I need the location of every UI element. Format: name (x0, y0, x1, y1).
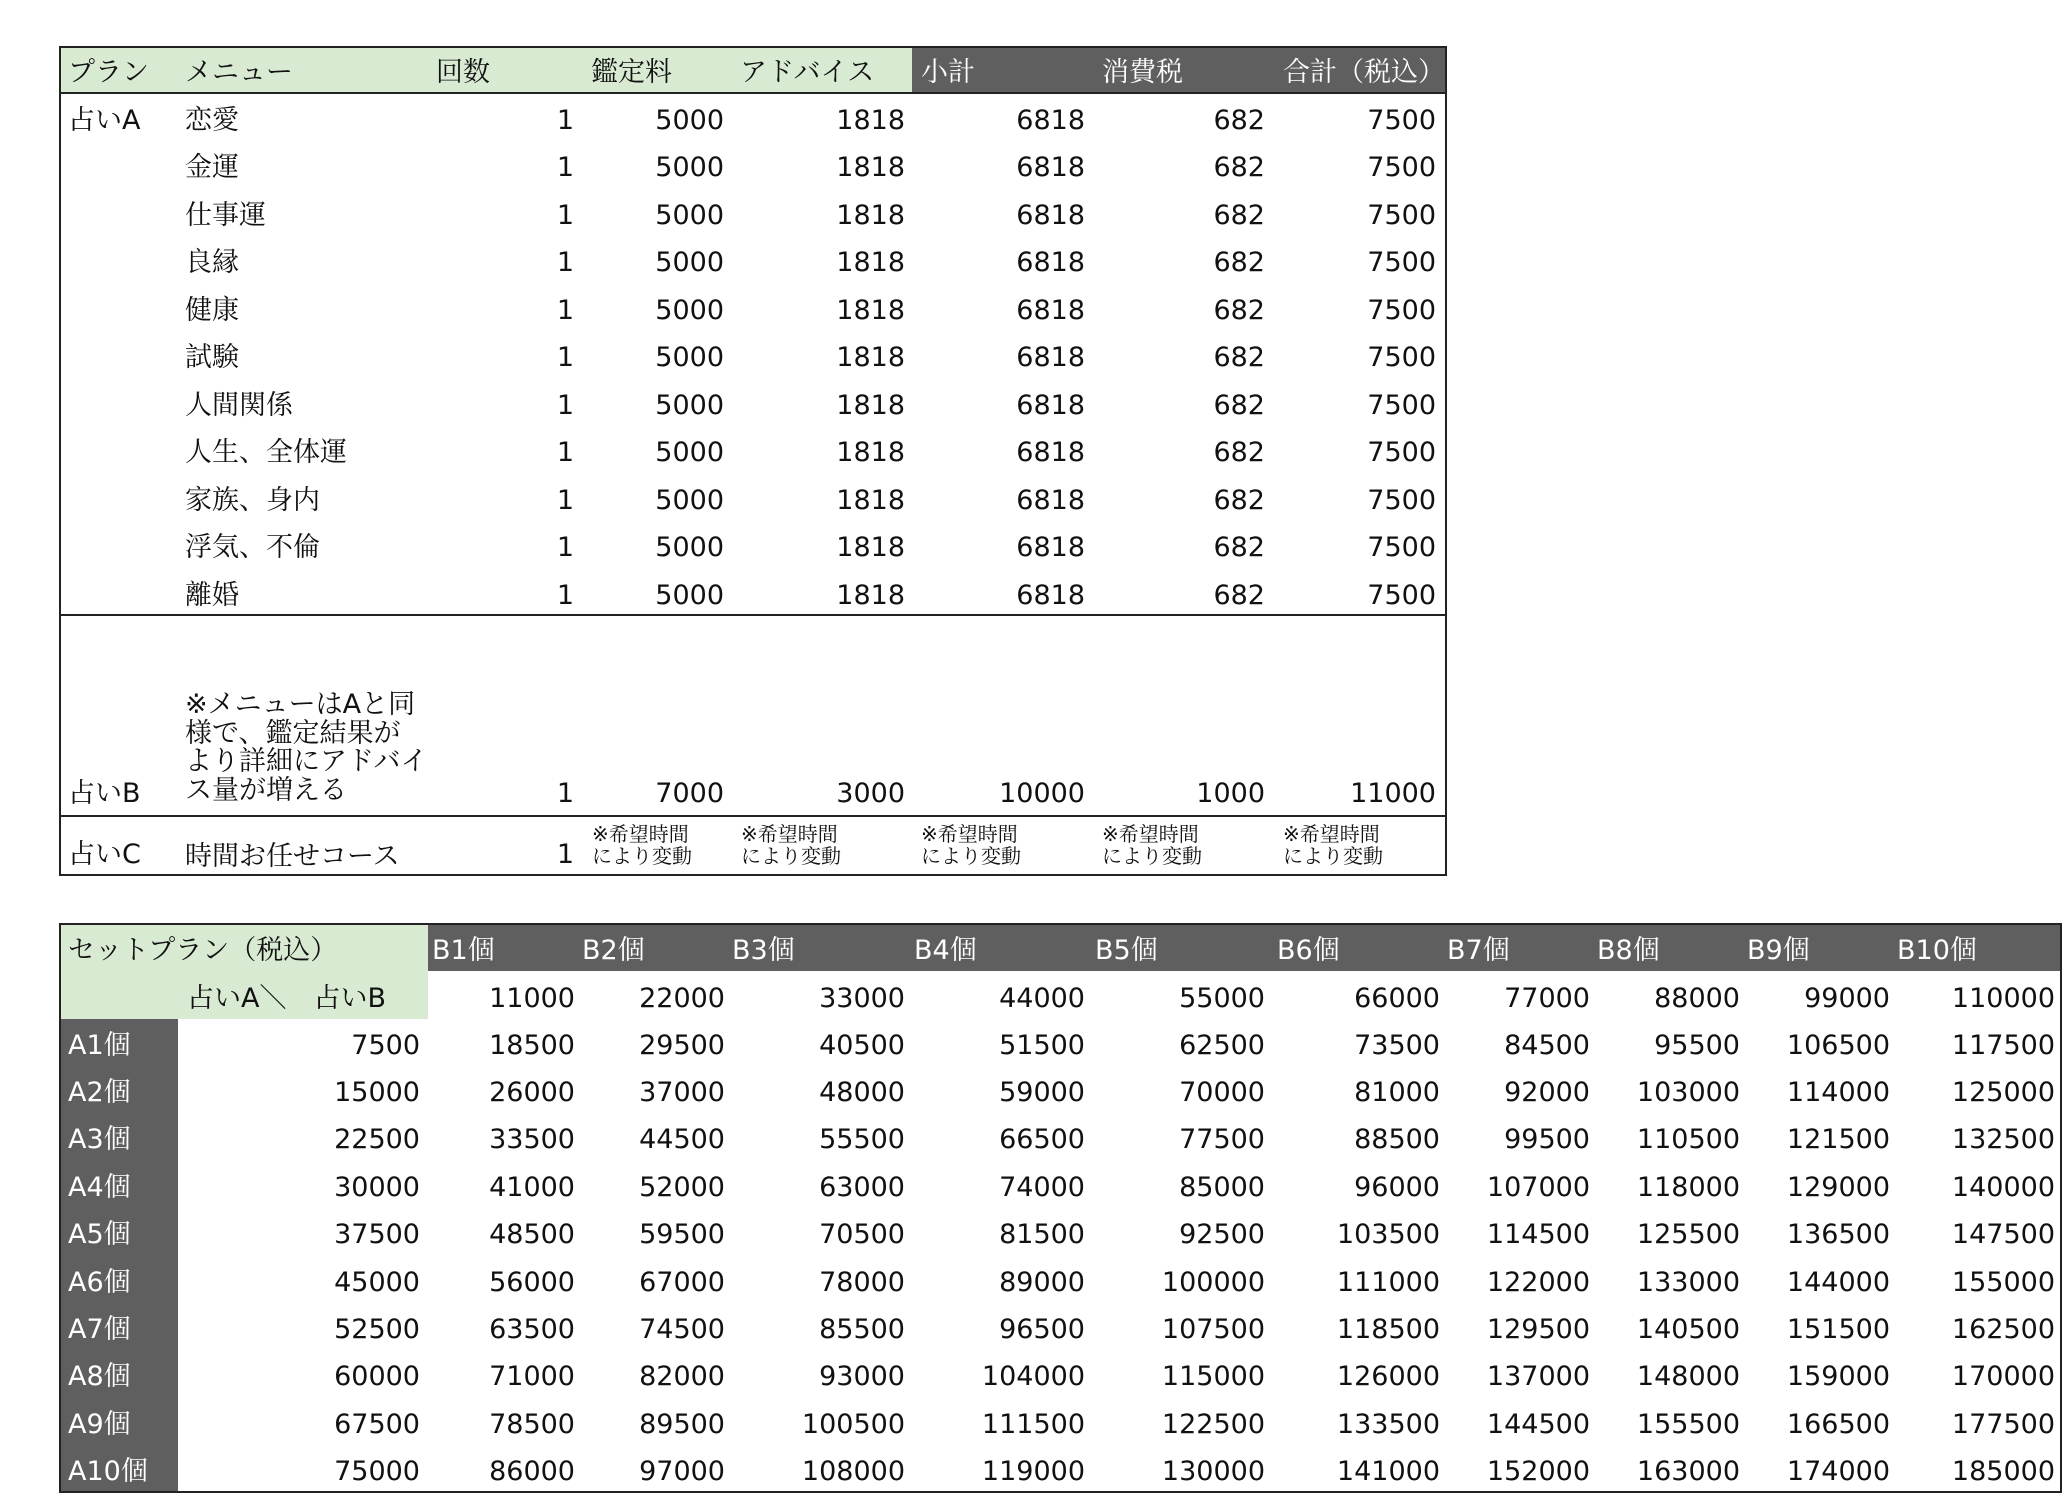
set-cell-value: 93000 (819, 1361, 905, 1393)
set-cell-value: 103500 (1336, 1219, 1440, 1251)
plan-b-bottom-border (59, 815, 1447, 817)
set-cell-value: 133500 (1336, 1408, 1440, 1440)
plan-table-top-border (59, 46, 1447, 48)
set-b-header: B1個 (432, 934, 495, 966)
set-table-left-border (59, 923, 61, 1493)
variable-note-line: ※希望時間 (592, 822, 689, 846)
set-cell-value: 67000 (639, 1266, 725, 1298)
set-cell-value: 97000 (639, 1456, 725, 1488)
plan-a-menu: 仕事運 (185, 199, 266, 231)
set-cell-value: 119000 (981, 1456, 1085, 1488)
set-cell-value: 151500 (1786, 1313, 1890, 1345)
plan-a-advice: 1818 (836, 199, 905, 231)
plan-b-note-line: ※メニューはAと同 (185, 689, 416, 720)
variable-note-line: ※希望時間 (1283, 822, 1380, 846)
set-cell-value: 18500 (489, 1029, 575, 1061)
set-cell-value: 96500 (999, 1313, 1085, 1345)
plan-a-subtotal: 6818 (1016, 532, 1085, 563)
header-count: 回数 (436, 56, 490, 88)
set-cell-value: 26000 (489, 1076, 575, 1108)
set-a-label: A7個 (68, 1313, 131, 1345)
set-b-price: 33000 (819, 982, 905, 1014)
set-cell-value: 33500 (489, 1124, 575, 1156)
plan-a-menu: 金運 (185, 152, 239, 183)
plan-table-right-border (1445, 46, 1447, 876)
plan-c-total-note (1283, 823, 1383, 868)
set-cell-value: 126000 (1336, 1361, 1440, 1393)
plan-a-fee: 5000 (655, 532, 724, 563)
plan-a-tax: 682 (1213, 152, 1265, 183)
plan-a-total: 7500 (1367, 342, 1436, 373)
plan-a-advice: 1818 (836, 484, 905, 516)
set-cell-value: 51500 (999, 1029, 1085, 1061)
set-cell-value: 177500 (1951, 1408, 2055, 1440)
plan-a-tax: 682 (1213, 437, 1265, 468)
set-cell-value: 89000 (999, 1266, 1085, 1298)
set-cell-value: 152000 (1486, 1456, 1590, 1488)
plan-a-count: 1 (556, 152, 574, 183)
set-cell-value: 59500 (639, 1219, 725, 1251)
plan-a-fee: 5000 (655, 199, 724, 231)
set-cell-value: 84500 (1504, 1029, 1590, 1061)
plan-a-tax: 682 (1213, 104, 1265, 136)
set-cell-value: 73500 (1354, 1029, 1440, 1061)
set-cell-value: 103000 (1636, 1076, 1740, 1108)
variable-note-line: ※希望時間 (1102, 822, 1199, 846)
set-cell-value: 100500 (801, 1408, 905, 1440)
set-cell-value: 56000 (489, 1266, 575, 1298)
plan-a-total: 7500 (1367, 104, 1436, 136)
set-a-price: 7500 (351, 1029, 420, 1061)
set-cell-value: 74500 (639, 1313, 725, 1345)
set-cell-value: 118000 (1636, 1171, 1740, 1203)
plan-a-menu: 浮気、不倫 (185, 532, 320, 563)
set-cell-value: 85500 (819, 1313, 905, 1345)
set-a-price: 52500 (334, 1313, 420, 1345)
set-b-header: B4個 (914, 934, 977, 966)
plan-c-menu: 時間お任せコース (185, 840, 400, 872)
set-b-header: B3個 (732, 934, 795, 966)
plan-a-total: 7500 (1367, 579, 1436, 611)
plan-b-note (185, 691, 427, 805)
set-b-header: B6個 (1277, 934, 1340, 966)
plan-a-menu: 健康 (185, 294, 239, 326)
plan-a-fee: 5000 (655, 104, 724, 136)
set-a-label: A4個 (68, 1171, 131, 1203)
set-cell-value: 78000 (819, 1266, 905, 1298)
plan-b-tax: 1000 (1196, 777, 1265, 809)
plan-a-total: 7500 (1367, 484, 1436, 516)
set-cell-value: 48000 (819, 1076, 905, 1108)
set-cell-value: 147500 (1951, 1219, 2055, 1251)
plan-a-advice: 1818 (836, 104, 905, 136)
set-b-price: 88000 (1654, 982, 1740, 1014)
set-cell-value: 41000 (489, 1171, 575, 1203)
set-cell-value: 144500 (1486, 1408, 1590, 1440)
plan-a-tax: 682 (1213, 484, 1265, 516)
plan-a-subtotal: 6818 (1016, 247, 1085, 278)
set-cell-value: 174000 (1786, 1456, 1890, 1488)
set-b-price: 22000 (639, 982, 725, 1014)
set-cell-value: 129500 (1486, 1313, 1590, 1345)
plan-b-advice: 3000 (836, 777, 905, 809)
plan-a-tax: 682 (1213, 532, 1265, 563)
set-cell-value: 117500 (1951, 1029, 2055, 1061)
set-cell-value: 111000 (1336, 1266, 1440, 1298)
plan-a-tax: 682 (1213, 247, 1265, 278)
plan-a-fee: 5000 (655, 579, 724, 611)
set-a-label: A3個 (68, 1124, 131, 1156)
plan-a-menu: 家族、身内 (185, 484, 320, 516)
plan-b-note-line: 様で、鑑定結果が (185, 717, 401, 749)
set-cell-value: 52000 (639, 1171, 725, 1203)
header-tax: 消費税 (1102, 56, 1183, 88)
set-a-price: 75000 (334, 1456, 420, 1488)
set-cell-value: 133000 (1636, 1266, 1740, 1298)
set-cell-value: 44500 (639, 1124, 725, 1156)
set-plan-title: セットプラン（税込） (68, 934, 338, 966)
set-cell-value: 163000 (1636, 1456, 1740, 1488)
set-cell-value: 159000 (1786, 1361, 1890, 1393)
set-cell-value: 111500 (981, 1408, 1085, 1440)
plan-a-count: 1 (556, 484, 574, 516)
set-cell-value: 77500 (1179, 1124, 1265, 1156)
variable-note-line: ※希望時間 (921, 822, 1018, 846)
variable-note-line: により変動 (921, 844, 1021, 869)
plan-a-fee: 5000 (655, 389, 724, 421)
plan-c-name: 占いC (68, 838, 141, 870)
plan-a-total: 7500 (1367, 437, 1436, 468)
header-advice: アドバイス (740, 56, 875, 88)
plan-a-subtotal: 6818 (1016, 294, 1085, 326)
plan-b-count: 1 (556, 777, 574, 809)
set-corner-label: 占いA＼ 占いB (187, 982, 386, 1014)
set-cell-value: 122000 (1486, 1266, 1590, 1298)
plan-a-tax: 682 (1213, 342, 1265, 373)
header-subtotal: 小計 (921, 56, 975, 88)
set-cell-value: 162500 (1951, 1313, 2055, 1345)
set-cell-value: 114000 (1786, 1076, 1890, 1108)
set-cell-value: 81000 (1354, 1076, 1440, 1108)
plan-a-subtotal: 6818 (1016, 199, 1085, 231)
plan-a-total: 7500 (1367, 532, 1436, 563)
header-fee: 鑑定料 (591, 56, 672, 88)
set-cell-value: 132500 (1951, 1124, 2055, 1156)
set-table-top-border (59, 923, 2062, 925)
set-cell-value: 148000 (1636, 1361, 1740, 1393)
set-cell-value: 70000 (1179, 1076, 1265, 1108)
plan-a-tax: 682 (1213, 199, 1265, 231)
plan-a-advice: 1818 (836, 389, 905, 421)
set-cell-value: 107500 (1161, 1313, 1265, 1345)
plan-a-count: 1 (556, 579, 574, 611)
plan-a-advice: 1818 (836, 247, 905, 278)
set-cell-value: 55500 (819, 1124, 905, 1156)
set-cell-value: 121500 (1786, 1124, 1890, 1156)
plan-a-count: 1 (556, 104, 574, 136)
header-plan: プラン (68, 56, 149, 88)
set-a-price: 37500 (334, 1219, 420, 1251)
set-b-price: 44000 (999, 982, 1085, 1014)
set-cell-value: 82000 (639, 1361, 725, 1393)
plan-a-menu: 試験 (185, 342, 239, 373)
plan-a-total: 7500 (1367, 247, 1436, 278)
set-cell-value: 66500 (999, 1124, 1085, 1156)
set-a-price: 60000 (334, 1361, 420, 1393)
set-cell-value: 92500 (1179, 1219, 1265, 1251)
variable-note-line: により変動 (592, 844, 692, 869)
set-table-right-border (2060, 923, 2062, 1493)
plan-a-fee: 5000 (655, 437, 724, 468)
plan-a-menu: 離婚 (185, 579, 239, 611)
set-a-label: A8個 (68, 1361, 131, 1393)
set-a-label: A2個 (68, 1076, 131, 1108)
plan-a-advice: 1818 (836, 152, 905, 183)
plan-a-count: 1 (556, 247, 574, 278)
set-cell-value: 59000 (999, 1076, 1085, 1108)
set-cell-value: 110500 (1636, 1124, 1740, 1156)
plan-c-fee-note (592, 823, 692, 868)
set-cell-value: 37000 (639, 1076, 725, 1108)
plan-a-menu: 人生、全体運 (185, 437, 347, 468)
set-a-price: 45000 (334, 1266, 420, 1298)
plan-a-advice: 1818 (836, 437, 905, 468)
plan-a-fee: 5000 (655, 484, 724, 516)
plan-a-total: 7500 (1367, 199, 1436, 231)
plan-a-advice: 1818 (836, 342, 905, 373)
set-cell-value: 63500 (489, 1313, 575, 1345)
plan-a-count: 1 (556, 199, 574, 231)
set-b-price: 110000 (1951, 982, 2055, 1014)
plan-b-total: 11000 (1350, 777, 1436, 809)
set-cell-value: 125000 (1951, 1076, 2055, 1108)
variable-note-line: により変動 (1102, 844, 1202, 869)
plan-a-subtotal: 6818 (1016, 104, 1085, 136)
plan-a-fee: 5000 (655, 247, 724, 278)
set-cell-value: 130000 (1161, 1456, 1265, 1488)
set-cell-value: 129000 (1786, 1171, 1890, 1203)
set-a-price: 22500 (334, 1124, 420, 1156)
set-cell-value: 88500 (1354, 1124, 1440, 1156)
set-cell-value: 29500 (639, 1029, 725, 1061)
set-b-price: 55000 (1179, 982, 1265, 1014)
set-cell-value: 63000 (819, 1171, 905, 1203)
set-cell-value: 155500 (1636, 1408, 1740, 1440)
set-cell-value: 144000 (1786, 1266, 1890, 1298)
plan-a-tax: 682 (1213, 579, 1265, 611)
set-cell-value: 140500 (1636, 1313, 1740, 1345)
plan-table-bottom-border (59, 874, 1447, 876)
set-b-header: B9個 (1747, 934, 1810, 966)
set-cell-value: 40500 (819, 1029, 905, 1061)
set-cell-value: 48500 (489, 1219, 575, 1251)
plan-a-subtotal: 6818 (1016, 389, 1085, 421)
set-cell-value: 106500 (1786, 1029, 1890, 1061)
set-cell-value: 170000 (1951, 1361, 2055, 1393)
set-cell-value: 136500 (1786, 1219, 1890, 1251)
set-cell-value: 85000 (1179, 1171, 1265, 1203)
plan-b-fee: 7000 (655, 777, 724, 809)
set-a-label: A10個 (68, 1456, 148, 1488)
set-cell-value: 92000 (1504, 1076, 1590, 1108)
plan-a-count: 1 (556, 294, 574, 326)
variable-note-line: により変動 (741, 844, 841, 869)
set-b-price: 77000 (1504, 982, 1590, 1014)
plan-a-subtotal: 6818 (1016, 579, 1085, 611)
set-b-header-bg (428, 925, 2060, 971)
plan-c-advice-note (741, 823, 841, 868)
plan-a-tax: 682 (1213, 294, 1265, 326)
variable-note-line: ※希望時間 (741, 822, 838, 846)
set-cell-value: 95500 (1654, 1029, 1740, 1061)
set-cell-value: 81500 (999, 1219, 1085, 1251)
plan-c-subtotal-note (921, 823, 1021, 868)
set-b-header: B2個 (582, 934, 645, 966)
plan-a-fee: 5000 (655, 294, 724, 326)
plan-a-subtotal: 6818 (1016, 437, 1085, 468)
set-cell-value: 115000 (1161, 1361, 1265, 1393)
plan-a-subtotal: 6818 (1016, 152, 1085, 183)
plan-a-name: 占いA (68, 104, 141, 136)
plan-a-total: 7500 (1367, 294, 1436, 326)
set-cell-value: 62500 (1179, 1029, 1265, 1061)
variable-note-line: により変動 (1283, 844, 1383, 869)
plan-a-count: 1 (556, 342, 574, 373)
set-a-price: 30000 (334, 1171, 420, 1203)
plan-a-total: 7500 (1367, 152, 1436, 183)
plan-a-subtotal: 6818 (1016, 342, 1085, 373)
set-cell-value: 99500 (1504, 1124, 1590, 1156)
plan-table-left-border (59, 46, 61, 876)
plan-header-bottom-border (59, 92, 1447, 94)
set-cell-value: 104000 (981, 1361, 1085, 1393)
plan-c-tax-note (1102, 823, 1202, 868)
set-a-label: A6個 (68, 1266, 131, 1298)
plan-a-total: 7500 (1367, 389, 1436, 421)
set-a-price: 67500 (334, 1408, 420, 1440)
set-b-price: 66000 (1354, 982, 1440, 1014)
set-cell-value: 108000 (801, 1456, 905, 1488)
set-cell-value: 100000 (1161, 1266, 1265, 1298)
plan-a-count: 1 (556, 389, 574, 421)
set-cell-value: 78500 (489, 1408, 575, 1440)
set-b-header: B5個 (1095, 934, 1158, 966)
set-cell-value: 96000 (1354, 1171, 1440, 1203)
set-a-label: A5個 (68, 1219, 131, 1251)
plan-c-count: 1 (556, 838, 574, 870)
set-b-header: B10個 (1897, 934, 1977, 966)
plan-a-advice: 1818 (836, 532, 905, 563)
plan-a-menu: 恋愛 (185, 104, 239, 136)
plan-a-subtotal: 6818 (1016, 484, 1085, 516)
header-total: 合計（税込） (1283, 56, 1445, 88)
header-menu: メニュー (185, 56, 293, 88)
set-cell-value: 86000 (489, 1456, 575, 1488)
plan-a-count: 1 (556, 437, 574, 468)
set-cell-value: 185000 (1951, 1456, 2055, 1488)
plan-b-note-line: ス量が増える (185, 774, 347, 806)
set-cell-value: 71000 (489, 1361, 575, 1393)
set-b-price: 11000 (489, 982, 575, 1014)
plan-a-tax: 682 (1213, 389, 1265, 421)
set-a-price: 15000 (334, 1076, 420, 1108)
set-cell-value: 137000 (1486, 1361, 1590, 1393)
set-cell-value: 122500 (1161, 1408, 1265, 1440)
plan-a-menu: 良縁 (185, 247, 239, 278)
set-a-label: A9個 (68, 1408, 131, 1440)
plan-a-count: 1 (556, 532, 574, 563)
set-cell-value: 107000 (1486, 1171, 1590, 1203)
set-cell-value: 155000 (1951, 1266, 2055, 1298)
plan-b-name: 占いB (68, 777, 141, 809)
set-b-price: 99000 (1804, 982, 1890, 1014)
plan-a-fee: 5000 (655, 152, 724, 183)
set-cell-value: 166500 (1786, 1408, 1890, 1440)
set-cell-value: 118500 (1336, 1313, 1440, 1345)
set-cell-value: 125500 (1636, 1219, 1740, 1251)
plan-a-advice: 1818 (836, 579, 905, 611)
plan-a-fee: 5000 (655, 342, 724, 373)
plan-b-subtotal: 10000 (999, 777, 1085, 809)
plan-b-note-line: より詳細にアドバイ (185, 746, 428, 778)
plan-a-menu: 人間関係 (185, 389, 293, 421)
set-cell-value: 89500 (639, 1408, 725, 1440)
plan-a-advice: 1818 (836, 294, 905, 326)
set-cell-value: 141000 (1336, 1456, 1440, 1488)
set-a-label: A1個 (68, 1029, 131, 1061)
set-cell-value: 114500 (1486, 1219, 1590, 1251)
set-cell-value: 74000 (999, 1171, 1085, 1203)
set-b-header: B7個 (1447, 934, 1510, 966)
set-cell-value: 70500 (819, 1219, 905, 1251)
set-cell-value: 140000 (1951, 1171, 2055, 1203)
set-b-header: B8個 (1597, 934, 1660, 966)
